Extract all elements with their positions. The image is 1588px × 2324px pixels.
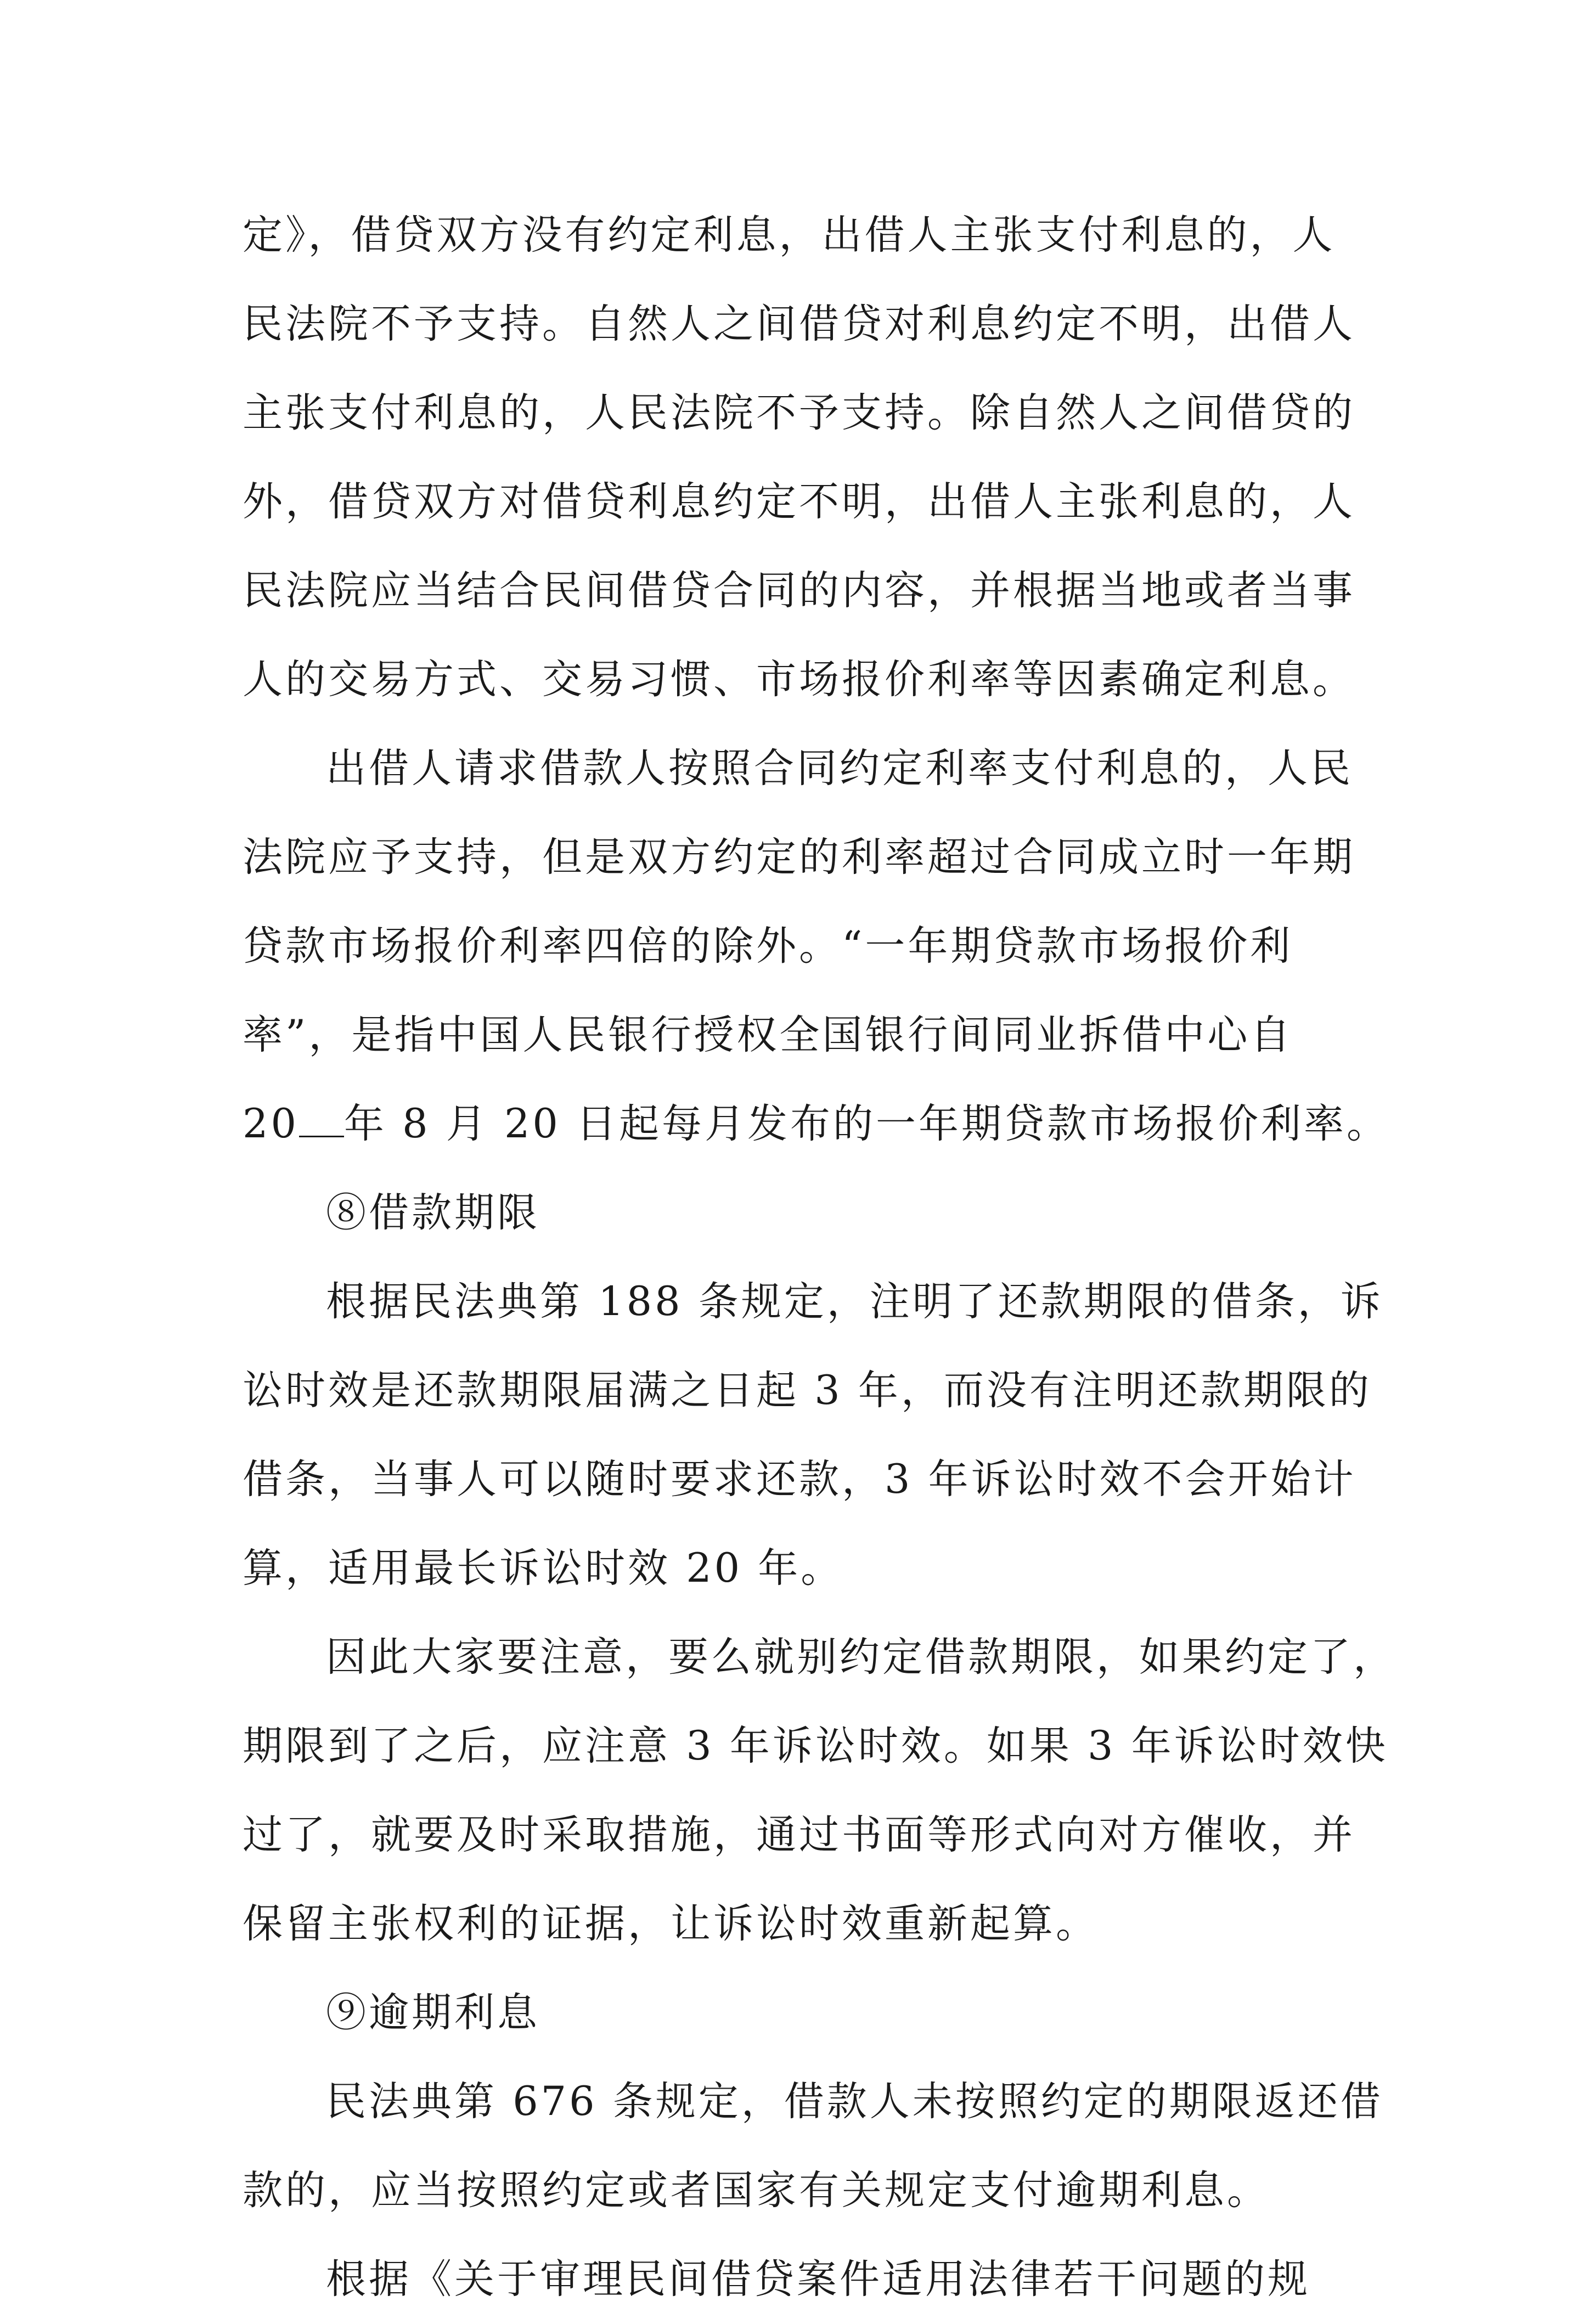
year-prefix: 20: [243, 1101, 299, 1147]
paragraph-start-line: 根据《关于审理民间借贷案件适用法律若干问题的规: [326, 2256, 1310, 2303]
text-line: 民法院不予支持。自然人之间借贷对利息约定不明，出借人: [243, 301, 1355, 347]
text-line: 人的交易方式、交易习惯、市场报价利率等因素确定利息。: [243, 656, 1355, 703]
text-line: 主张支付利息的，人民法院不予支持。除自然人之间借贷的: [243, 390, 1355, 436]
text-line: 过了，就要及时采取措施，通过书面等形式向对方催收，并: [243, 1812, 1355, 1858]
text-line: 款的，应当按照约定或者国家有关规定支付逾期利息。: [243, 2167, 1270, 2214]
paragraph-start-line: 根据民法典第 188 条规定，注明了还款期限的借条，诉: [326, 1278, 1383, 1325]
text-line: 算，适用最长诉讼时效 20 年。: [243, 1545, 844, 1592]
text-line: 借条，当事人可以随时要求还款，3 年诉讼时效不会开始计: [243, 1456, 1356, 1503]
year-suffix-text: 年 8 月 20 日起每月发布的一年期贷款市场报价利率。: [343, 1101, 1390, 1147]
section-heading-loan-term: ⑧借款期限: [326, 1189, 540, 1236]
text-line: 保留主张权利的证据，让诉讼时效重新起算。: [243, 1900, 1099, 1947]
text-line: 外，借贷双方对借贷利息约定不明，出借人主张利息的，人: [243, 478, 1355, 525]
text-line: 法院应予支持，但是双方约定的利率超过合同成立时一年期: [243, 834, 1355, 881]
text-line: 期限到了之后，应注意 3 年诉讼时效。如果 3 年诉讼时效快: [243, 1723, 1388, 1769]
text-line: 民法院应当结合民间借贷合同的内容，并根据当地或者当事: [243, 567, 1355, 614]
body-text: [243, 191, 1396, 2324]
text-line: 定》，借贷双方没有约定利息，出借人主张支付利息的，人: [243, 212, 1336, 258]
text-line: 贷款市场报价利率四倍的除外。“一年期贷款市场报价利: [243, 923, 1293, 969]
paragraph-start-line: 出借人请求借款人按照合同约定利率支付利息的，人民: [326, 745, 1353, 792]
text-line: 讼时效是还款期限届满之日起 3 年，而没有注明还款期限的: [243, 1367, 1372, 1414]
paragraph-start-line: 民法典第 676 条规定，借款人未按照约定的期限返还借: [326, 2078, 1383, 2125]
text-line-with-blank: [243, 1080, 1390, 1169]
fill-in-blank: [299, 1102, 344, 1137]
section-heading-overdue-interest: ⑨逾期利息: [326, 1989, 540, 2036]
paragraph-start-line: 因此大家要注意，要么就别约定借款期限，如果约定了，: [326, 1634, 1396, 1680]
text-line: 率”，是指中国人民银行授权全国银行间同业拆借中心自: [243, 1012, 1293, 1058]
